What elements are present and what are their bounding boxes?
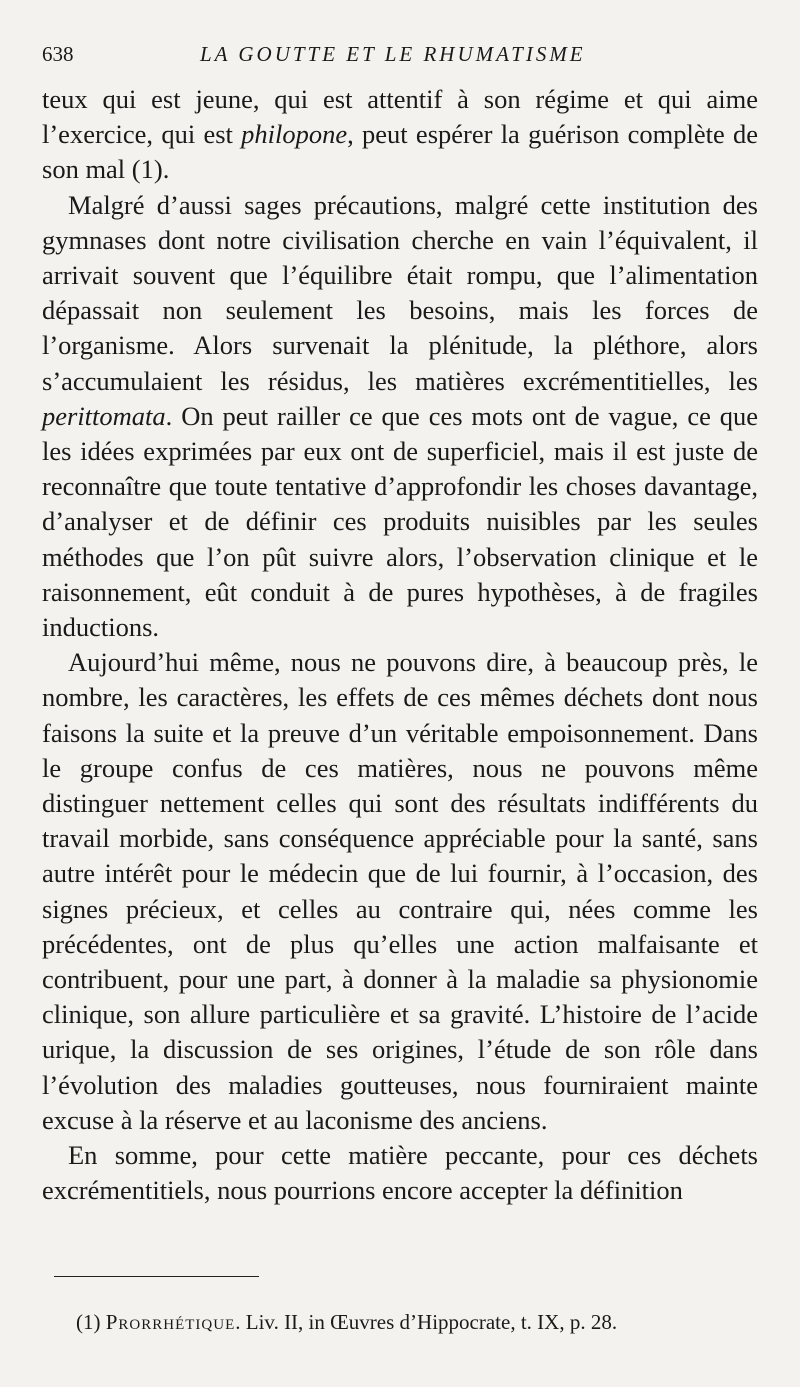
text-run: Malgré d’aussi sages précautions, malgré cette institution des gymnases dont notre civilisation cherche en vain l’équivalent, il arrivait souvent que l’équilibre était rompu, que l’alimentation dépassait non seulement les besoins, mais les forces de l’organisme. Alors survenait la plénitude, la pléthore, alors s’accumulaient les résidus, les matières excrémentitielles, les [42,189,758,396]
paragraph [42,82,758,188]
page-number: 638 [42,42,74,66]
italic-term: philopone [241,119,348,150]
paragraph [42,188,758,646]
footnote-rule [54,1276,259,1277]
paragraph [42,1138,758,1208]
footnote-source: Prorrhétique [105,1310,236,1334]
running-title: LA GOUTTE ET LE RHUMATISME [200,42,586,66]
italic-term: perittomata [42,400,166,431]
body-text [42,82,758,1209]
paragraph [42,645,758,1138]
text-run: Aujourd’hui même, nous ne pouvons dire, à beaucoup près, le nombre, les caractères, les effets de ces mêmes déchets dont nous faisons la suite et la preuve d’un véritable empoisonnement. Dans le groupe confus de ces matières, nous ne pouvons même distinguer nettement celles qui sont des résultats indifférents du travail morbide, sans conséquence appréciable pour la santé, sans autre intérêt pour le médecin que de lui fournir, à l’occasion, des signes précieux, et celles au contraire qui, nées comme les précédentes, ont de plus qu’elles une action malfaisante et contribuent, pour une part, à donner à la maladie sa physionomie clinique, son allure particulière et sa gravité. L’histoire de l’acide urique, la discussion de ses origines, l’étude de son rôle dans l’évolution des maladies goutteuses, nous fourniraient mainte excuse à la réserve et au laconisme des anciens. [42,647,758,1135]
running-head [42,36,758,76]
footnote [76,1308,756,1336]
text-run: . On peut railler ce que ces mots ont de vague, ce que les idées exprimées par eux ont de superficiel, mais il est juste de reconnaître que toute tentative d’approfondir les choses davantage, d’analyser et de définir ces produits nuisibles par les seules méthodes que l’on pût suivre alors, l’observation clinique et le raisonnement, eût conduit à de pures hypothèses, à de fragiles inductions. [42,400,758,643]
text-run: , peut espérer la guérison complète de son mal (1). [42,119,758,185]
text-run: En somme, pour cette matière peccante, pour ces déchets excrémentitiels, nous pourrions encore accepter la définition [42,1140,758,1206]
footnote-marker: (1) [76,1310,101,1334]
text-run: teux qui est jeune, qui est attentif à son régime et qui aime l’exercice, qui est [42,84,758,150]
footnote-reference: . Liv. II, in Œuvres d’Hippocrate, t. IX, p. 28. [235,1310,618,1334]
